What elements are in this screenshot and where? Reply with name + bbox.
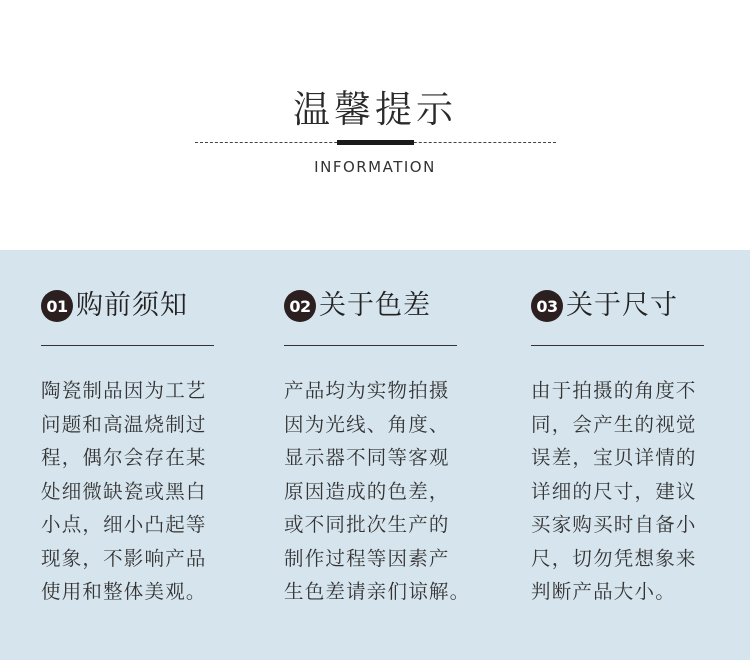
section-purchase-notice <box>41 288 241 603</box>
section-body-line: 现象，不影响产品 <box>41 546 207 570</box>
section-number-badge: 02 <box>284 290 316 322</box>
section-divider <box>284 345 457 346</box>
section-size <box>531 288 731 603</box>
section-body-line: 或不同批次生产的 <box>284 513 450 536</box>
section-body-line: 使用和整体美观。 <box>41 580 207 603</box>
section-body-line: 生色差请亲们谅解。 <box>284 580 471 603</box>
section-body <box>284 374 494 609</box>
section-body-line: 尺，切勿凭想象来 <box>531 546 697 570</box>
section-body-line: 小点，细小凸起等 <box>41 513 207 536</box>
section-body <box>41 374 251 609</box>
header-section <box>0 0 750 250</box>
section-title: 关于色差 <box>319 290 431 321</box>
section-body-line: 显示器不同等客观 <box>284 446 450 469</box>
section-body <box>531 374 741 609</box>
section-body-line: 陶瓷制品因为工艺 <box>41 379 207 402</box>
page-subtitle: INFORMATION <box>314 158 436 176</box>
section-body-line: 因为光线、角度、 <box>284 412 450 436</box>
section-body-line: 详细的尺寸，建议 <box>531 479 697 503</box>
section-header <box>41 288 241 324</box>
section-body-line: 制作过程等因素产 <box>284 546 450 570</box>
section-color-difference <box>284 288 484 603</box>
section-body-line: 误差，宝贝详情的 <box>531 446 697 469</box>
section-body-line: 原因造成的色差， <box>284 479 450 503</box>
section-divider <box>41 345 214 346</box>
section-body-line: 同，会产生的视觉 <box>531 412 697 436</box>
section-number-badge: 01 <box>41 290 73 322</box>
section-body-line: 由于拍摄的角度不 <box>531 379 697 402</box>
section-body-line: 判断产品大小。 <box>531 580 676 603</box>
title-accent-bar <box>337 140 414 145</box>
section-header <box>531 288 731 324</box>
page-title: 温馨提示 <box>293 88 457 131</box>
section-body-line: 问题和高温烧制过 <box>41 412 207 436</box>
section-body-line: 买家购买时自备小 <box>531 513 697 536</box>
section-header <box>284 288 484 324</box>
section-body-line: 产品均为实物拍摄 <box>284 379 450 402</box>
section-number-badge: 03 <box>531 290 563 322</box>
section-divider <box>531 345 704 346</box>
section-body-line: 处细微缺瓷或黑白 <box>41 479 207 503</box>
section-body-line: 程，偶尔会存在某 <box>41 446 207 469</box>
section-title: 购前须知 <box>76 290 188 321</box>
section-title: 关于尺寸 <box>566 290 678 321</box>
